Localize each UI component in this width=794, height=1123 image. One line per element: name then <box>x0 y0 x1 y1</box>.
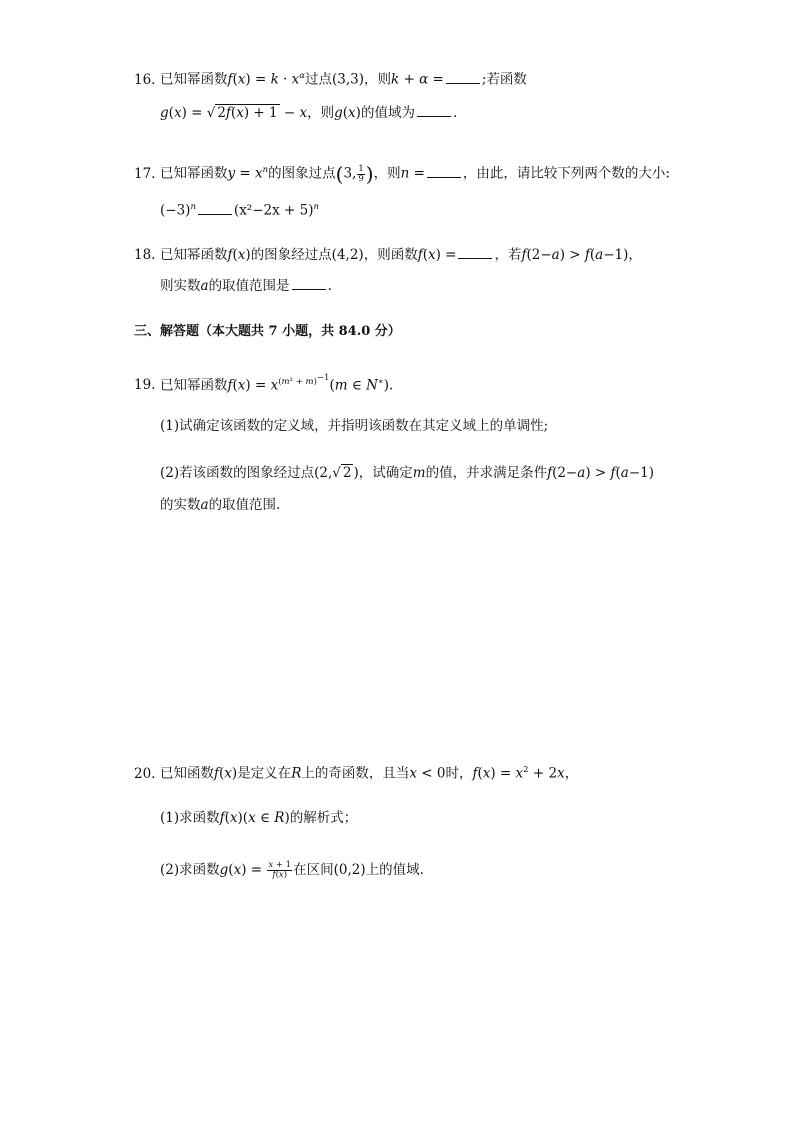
answer-blank <box>417 104 451 117</box>
section-title: 三、解答题（本大题共 7 小题，共 84.0 分） <box>134 324 401 339</box>
answer-blank <box>427 165 461 178</box>
q16-line2: g(x) = √ 2f(x) + 1 − x，则g(x)的值域为 . <box>160 105 458 121</box>
q18-number: 18. <box>134 247 156 263</box>
q19-part2-line2: 的实数a的取值范围. <box>160 497 281 513</box>
q17-line2: $(-3)^n$ $(x^2-2x + 5)^n$ <box>160 202 319 219</box>
q16-number: 16. <box>134 71 156 88</box>
answer-blank <box>458 246 492 259</box>
q20-part2: (2)求函数g(x) = $\frac{x + 1}{f(x)}$ 在区间(0,2)上的值域. <box>160 860 424 880</box>
q19-stem: 19. 已知幂函数$f(x) = x^{(m^2 + m)^{-1}}(m$ ∈ N∗). <box>134 373 394 394</box>
q20-part1: (1)求函数f(x)(x ∈ R)的解析式； <box>160 810 358 826</box>
q17-number: 17. <box>134 165 156 182</box>
q20-stem: 20. 已知函数f(x)是定义在R上的奇函数，且当x < 0时，$f(x) = x^2 + 2x$， <box>134 765 579 782</box>
q17-line1: 17. 已知幂函数$y = x^n$的图象过点(3, $\frac{1}{9}$ )，则n = ，由此，请比较下列两个数的大小: <box>134 162 670 186</box>
answer-blank <box>292 277 326 290</box>
answer-blank <box>446 71 480 84</box>
answer-blank <box>198 202 232 215</box>
q19-number: 19. <box>134 377 156 394</box>
q19-part1: (1)试确定该函数的定义域，并指明该函数在其定义域上的单调性; <box>160 418 549 434</box>
q18-line2: 则实数a的取值范围是 . <box>160 278 332 294</box>
q19-part2: (2)若该函数的图象经过点(2,√ 2 )，试确定m的值，并求满足条件f(2−a) > f(a−1) <box>160 465 654 481</box>
q20-number: 20. <box>134 765 156 782</box>
q16-line1: 16. 已知幂函数$f(x) = k \cdot x^\alpha$过点(3,3)，则k + α = ;若函数 <box>134 71 527 88</box>
q18-line1: 18. 已知幂函数f(x)的图象经过点(4,2)，则函数f(x) = ，若f(2−a) > f(a−1)， <box>134 247 642 263</box>
